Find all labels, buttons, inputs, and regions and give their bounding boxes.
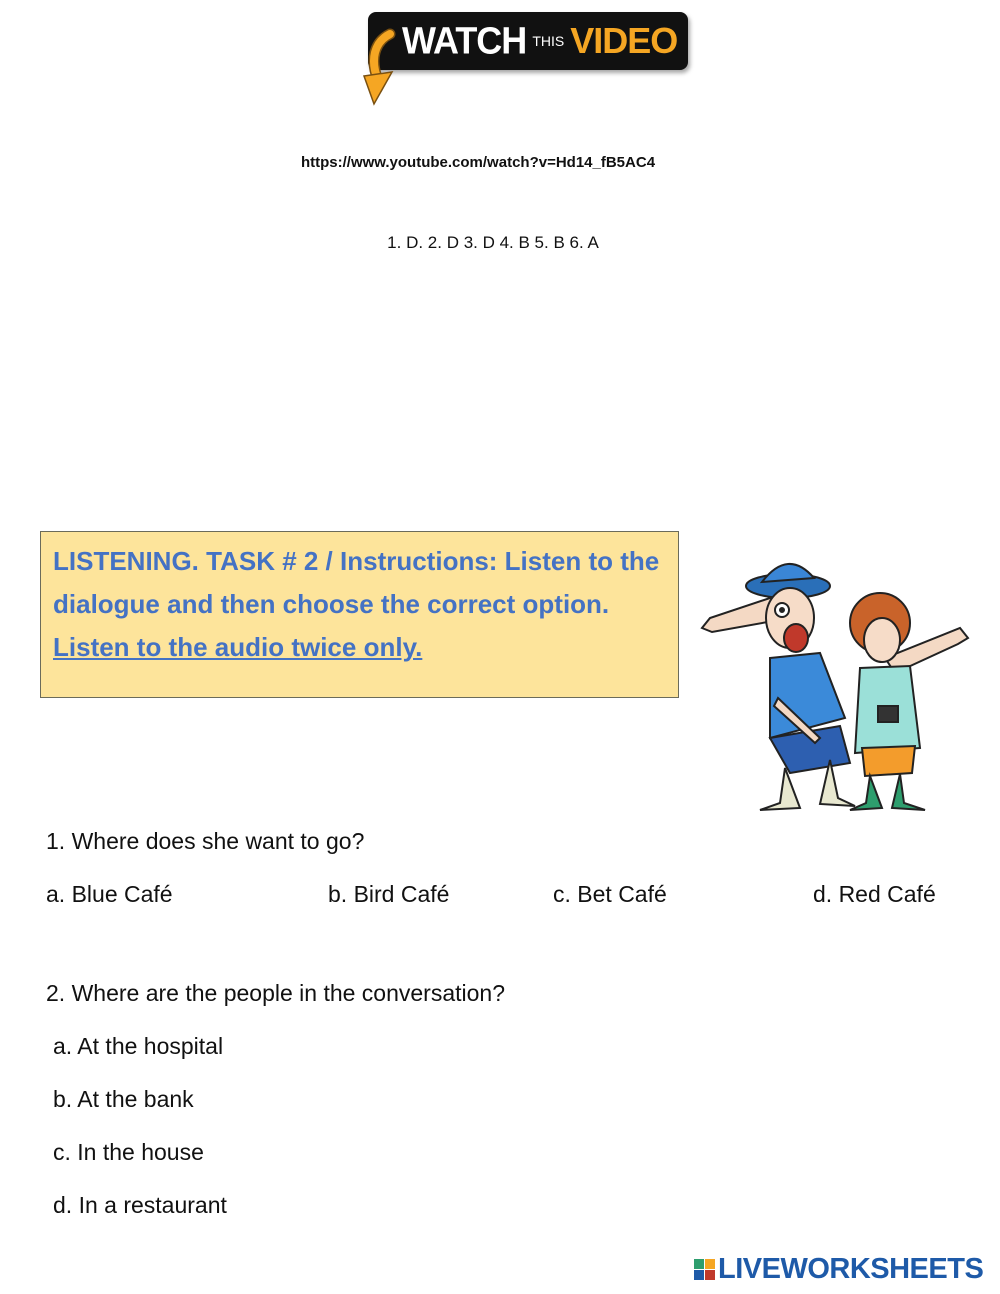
answer-key: 1. D. 2. D 3. D 4. B 5. B 6. A bbox=[387, 233, 599, 252]
banner-word-video: VIDEO bbox=[570, 20, 678, 61]
question-2-option-c[interactable]: c. In the house bbox=[53, 1139, 204, 1165]
instructions-box bbox=[40, 531, 679, 698]
video-url-link[interactable]: https://www.youtube.com/watch?v=Hd14_fB5AC4 bbox=[300, 154, 656, 171]
instructions-text: LISTENING. TASK # 2 / Instructions: Listen to the dialogue and then choose the correct option. bbox=[53, 546, 660, 619]
curved-arrow-down-icon bbox=[360, 28, 410, 108]
watch-video-banner[interactable] bbox=[360, 8, 694, 108]
logo-blocks-icon bbox=[694, 1259, 715, 1280]
question-1-option-a[interactable]: a. Blue Café bbox=[46, 881, 173, 907]
man-figure bbox=[702, 564, 855, 810]
instructions-underlined-text: Listen to the audio twice only. bbox=[53, 632, 423, 662]
question-1: 1. Where does she want to go? bbox=[46, 828, 365, 854]
banner-bar bbox=[368, 12, 688, 70]
woman-figure bbox=[850, 593, 968, 810]
brand-name: LIVEWORKSHEETS bbox=[718, 1253, 984, 1285]
question-2-option-a[interactable]: a. At the hospital bbox=[53, 1033, 224, 1059]
question-2: 2. Where are the people in the conversation? bbox=[46, 980, 506, 1006]
question-1-option-b[interactable]: b. Bird Café bbox=[328, 881, 450, 907]
banner-word-this: THIS bbox=[532, 33, 565, 49]
question-2-option-d[interactable]: d. In a restaurant bbox=[53, 1192, 227, 1218]
banner-word-watch: WATCH bbox=[402, 18, 527, 62]
liveworksheets-logo bbox=[694, 1253, 983, 1286]
question-1-option-c[interactable]: c. Bet Café bbox=[553, 881, 667, 907]
tourists-illustration bbox=[690, 548, 975, 823]
question-1-option-d[interactable]: d. Red Café bbox=[813, 881, 936, 907]
question-2-option-b[interactable]: b. At the bank bbox=[53, 1086, 194, 1112]
